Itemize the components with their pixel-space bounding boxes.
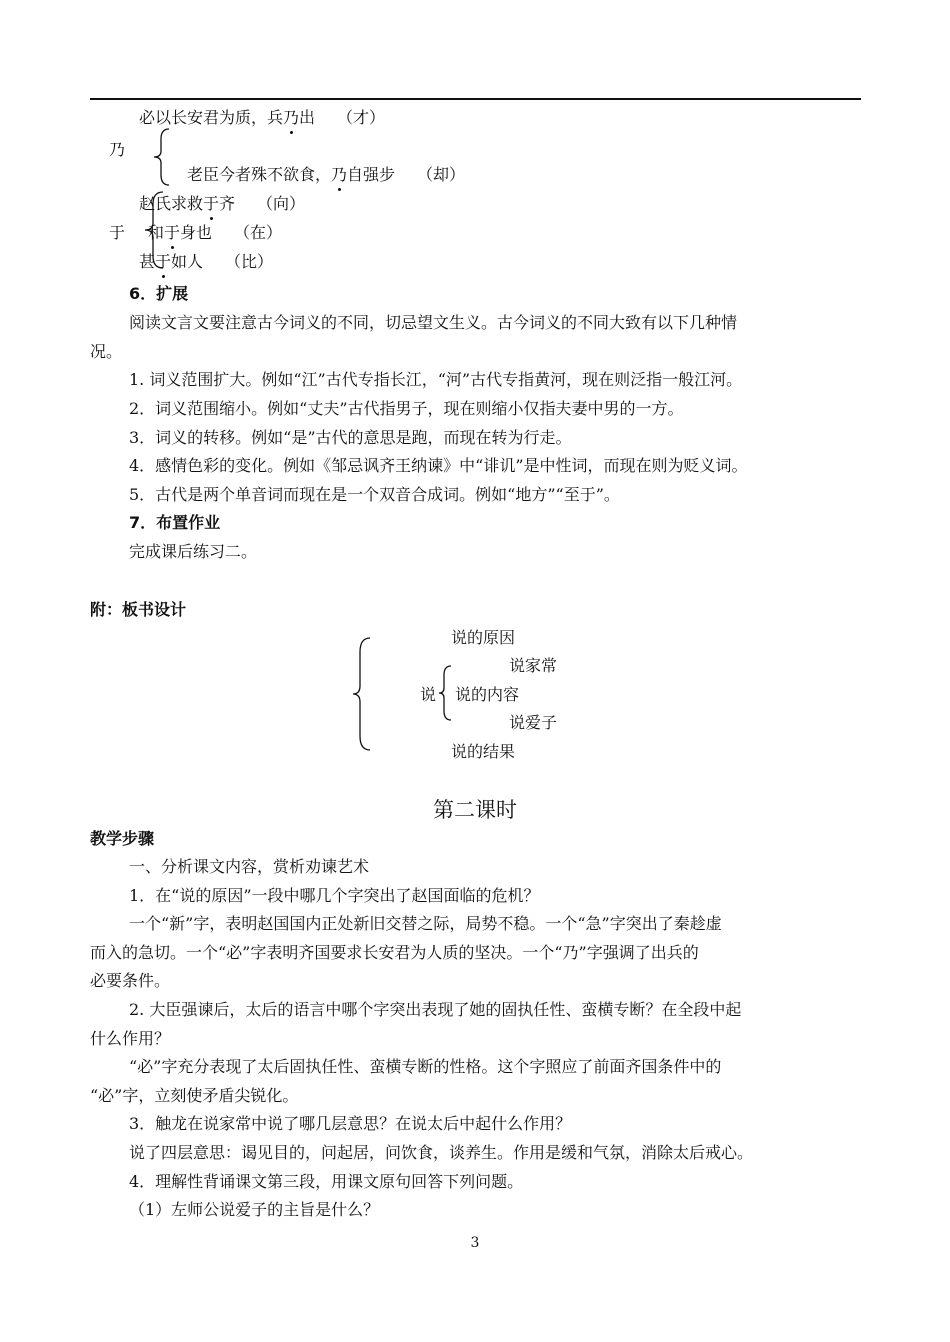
- question-1: 1．在“说的原因”一段中哪几个字突出了赵国面临的危机？: [129, 886, 540, 905]
- section6-item: 5．古代是两个单音词而现在是一个双音合成词。例如“地方”“至于”。: [129, 485, 620, 504]
- answer-1-line3: 必要条件。: [90, 971, 171, 990]
- board-sub2: 说爱子: [509, 713, 558, 732]
- board-center: 说: [420, 685, 437, 704]
- question-2-line1: 2. 大臣强谏后，太后的语言中哪个字突出表现了她的固执任性、蛮横专断？在全段中起: [129, 1000, 742, 1019]
- lesson2-title: 第二课时: [433, 798, 517, 822]
- section6-item: 3．词义的转移。例如“是”古代的意思是跑，而现在转为行走。: [129, 428, 572, 447]
- steps-heading: 教学步骤: [90, 829, 155, 848]
- question-2-line2: 什么作用？: [90, 1029, 171, 1048]
- page-number: 3: [470, 1235, 480, 1251]
- nai-example-1: 必以长安君为质，兵乃出 （才）: [139, 108, 386, 127]
- section7-text: 完成课后练习二。: [129, 542, 258, 561]
- emphasis-char: 于: [203, 194, 220, 213]
- nai-char: 乃: [109, 140, 126, 159]
- part1-heading: 一、分析课文内容，赏析劝谏艺术: [129, 857, 370, 876]
- section6-item: 2．词义范围缩小。例如“丈夫”古代指男子，现在则缩小仅指夫妻中男的一方。: [129, 399, 684, 418]
- emphasis-char: 乃: [331, 165, 348, 184]
- question-4: 4．理解性背诵课文第三段，用课文原句回答下列问题。: [129, 1172, 524, 1191]
- section7-heading: 7．布置作业: [129, 513, 221, 532]
- section6-item: 1. 词义范围扩大。例如“江”古代专指长江，“河”古代专指黄河，现在则泛指一般江河。: [129, 370, 743, 389]
- board-main-brace: [352, 636, 374, 754]
- yu-example-3: 甚于如人 （比）: [139, 252, 274, 271]
- board-heading: 附：板书设计: [90, 600, 187, 619]
- answer-1-line2: 而入的急切。一个“必”字表明齐国要求长安君为人质的坚决。一个“乃”字强调了出兵的: [90, 943, 699, 962]
- answer-2-line1: “必”字充分表现了太后固执任性、蛮横专断的性格。这个字照应了前面齐国条件中的: [129, 1057, 722, 1076]
- board-sub1: 说家常: [509, 656, 558, 675]
- answer-1-line1: 一个“新”字，表明赵国国内正处新旧交替之际，局势不稳。一个“急”字突出了秦趁虚: [129, 914, 722, 933]
- section6-heading: 6．扩展: [129, 284, 189, 303]
- board-reason: 说的原因: [451, 628, 516, 647]
- section6-item: 4．感情色彩的变化。例如《邹忌讽齐王纳谏》中“诽讥”是中性词，而现在则为贬义词。: [129, 456, 748, 475]
- header-rule: [90, 98, 861, 100]
- emphasis-char: 于: [164, 223, 181, 242]
- yu-char: 于: [109, 223, 126, 242]
- board-result: 说的结果: [451, 742, 516, 761]
- emphasis-char: 于: [155, 252, 172, 271]
- yu-example-1: 赵氏求救于齐 （向）: [139, 194, 306, 213]
- section6-intro-line1: 阅读文言文要注意古今词义的不同，切忌望文生义。古今词义的不同大致有以下几种情: [129, 313, 738, 332]
- yu-example-2: 和于身也 （在）: [148, 223, 283, 242]
- board-content: 说的内容: [455, 685, 520, 704]
- answer-2-line2: “必”字，立刻使矛盾尖锐化。: [90, 1086, 299, 1105]
- section6-intro-line2: 况。: [90, 342, 123, 361]
- board-content-brace: [437, 664, 455, 722]
- nai-brace: [151, 127, 173, 187]
- nai-example-2: 老臣今者殊不欲食，乃自强步 （却）: [187, 165, 466, 184]
- answer-3: 说了四层意思：谒见目的，问起居，问饮食，谈养生。作用是缓和气氛，消除太后戒心。: [129, 1143, 754, 1162]
- question-3: 3．触龙在说家常中说了哪几层意思？在说太后中起什么作用？: [129, 1114, 572, 1133]
- question-4-1: （1）左师公说爱子的主旨是什么？: [129, 1200, 380, 1219]
- emphasis-char: 乃: [283, 108, 300, 127]
